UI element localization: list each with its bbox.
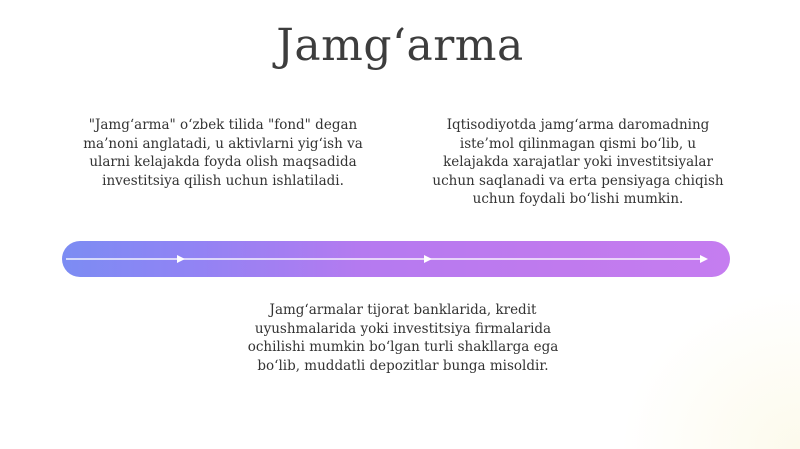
- slide-title: Jamg‘arma: [276, 20, 524, 71]
- background-decoration: [620, 289, 800, 449]
- timeline-line: [62, 241, 730, 277]
- arrow-right-icon: [700, 255, 708, 263]
- arrow-right-icon: [424, 255, 432, 263]
- text-block-right: Iqtisodiyotda jamg‘arma daromadning iste’mol qilinmagan qismi bo‘lib, u kelajakda xarajatlar yoki investitsiyalar uchun saqlanadi va erta pensiyaga chiqish uchun foydali bo‘lishi mumkin.: [432, 117, 724, 207]
- text-block-left: "Jamg‘arma" o‘zbek tilida "fond" degan ma’noni anglatadi, u aktivlarni yig‘ish va ularni kelajakda foyda olish maqsadida investitsiya qilish uchun ishlatiladi.: [83, 117, 363, 189]
- text-block-bottom: Jamg‘armalar tijorat banklarida, kredit uyushmalarida yoki investitsiya firmalarida ochilishi mumkin bo‘lgan turli shakllarga ega bo‘lib, muddatli depozitlar bunga misoldir.: [247, 302, 559, 374]
- arrow-right-icon: [177, 255, 185, 263]
